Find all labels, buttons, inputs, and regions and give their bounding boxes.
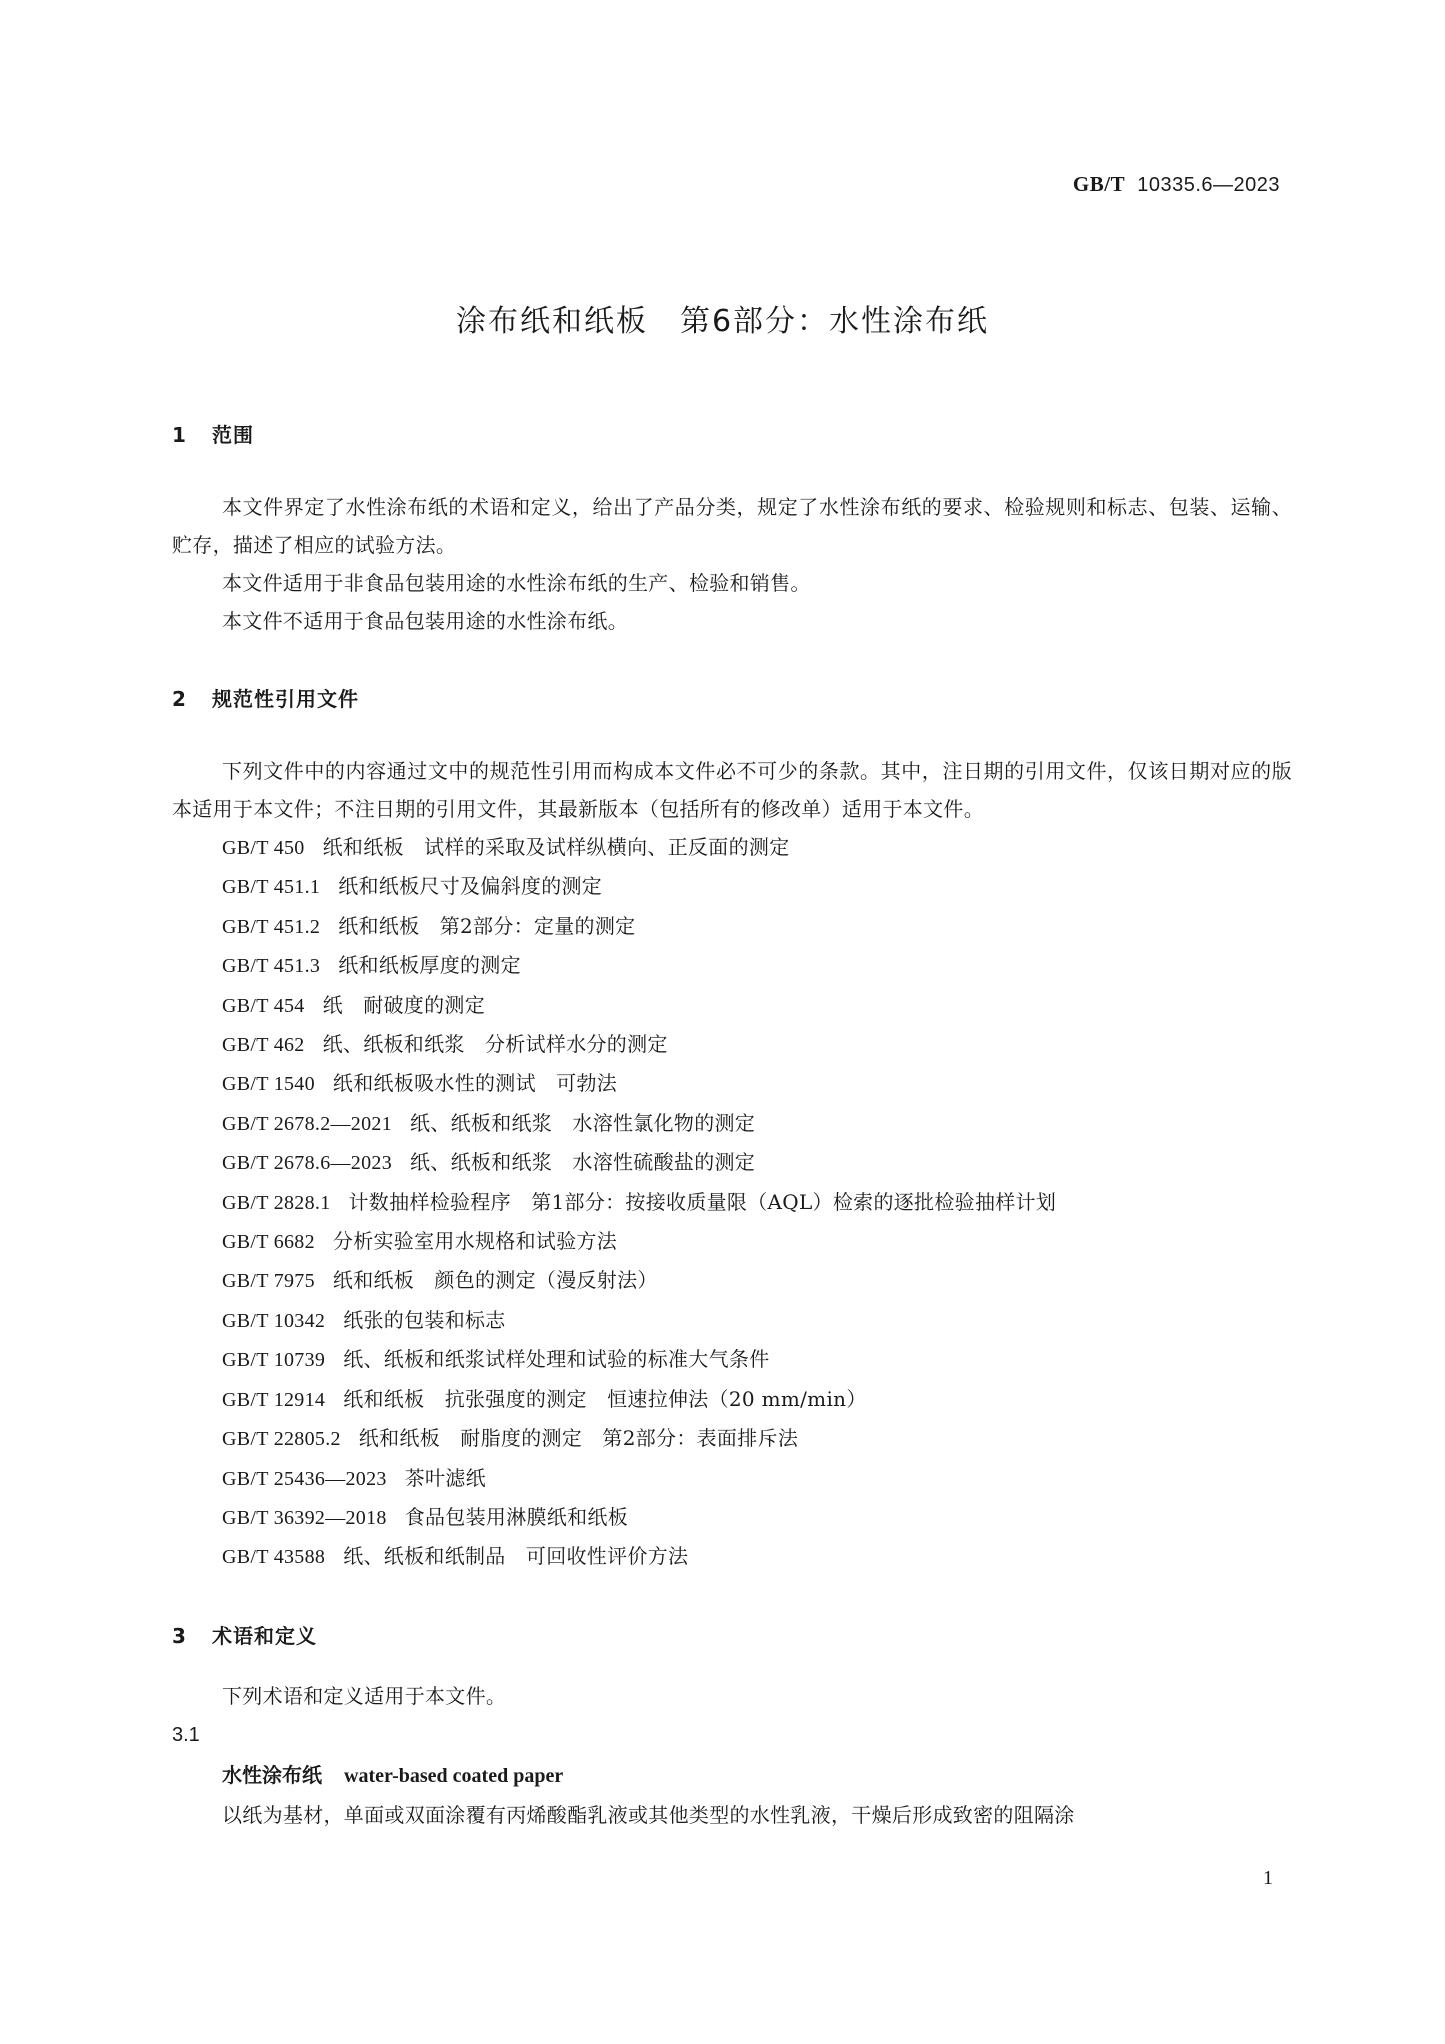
section-3-heading — [172, 1619, 1292, 1653]
reference-item — [172, 867, 1292, 906]
reference-item — [172, 1498, 1292, 1537]
term-name-english: water-based coated paper — [344, 1764, 564, 1787]
reference-item — [172, 1301, 1292, 1340]
reference-code: GB/T 2678.6—2023 — [222, 1152, 392, 1175]
reference-title: 食品包装用淋膜纸和纸板 — [404, 1504, 629, 1529]
reference-title: 纸和纸板 耐脂度的测定 第2部分：表面排斥法 — [358, 1426, 799, 1451]
document-title: 涂布纸和纸板 第6部分：水性涂布纸 — [455, 304, 990, 339]
reference-title: 分析实验室用水规格和试验方法 — [332, 1229, 618, 1254]
reference-code: GB/T 43588 — [222, 1546, 326, 1569]
reference-code: GB/T 2828.1 — [222, 1191, 331, 1214]
term-number: 3.1 — [172, 1723, 200, 1746]
section-title: 范围 — [212, 423, 254, 447]
standard-code-number: 10335.6—2023 — [1137, 174, 1280, 196]
reference-list — [172, 828, 1292, 1577]
reference-code: GB/T 451.3 — [222, 955, 321, 978]
reference-code: GB/T 1540 — [222, 1073, 315, 1096]
reference-item — [172, 986, 1292, 1025]
page-number: 1 — [1263, 1867, 1273, 1889]
standard-code — [1073, 172, 1280, 197]
reference-code: GB/T 22805.2 — [222, 1428, 341, 1451]
section-title: 规范性引用文件 — [212, 687, 359, 711]
reference-item — [172, 1183, 1292, 1222]
term-name-chinese: 水性涂布纸 — [222, 1762, 322, 1787]
scope-paragraph-1: 本文件界定了水性涂布纸的术语和定义，给出了产品分类，规定了水性涂布纸的要求、检验规则和标志、包装、运输、贮存，描述了相应的试验方法。 — [172, 495, 1292, 557]
document-body — [172, 418, 1292, 1834]
reference-code: GB/T 450 — [222, 837, 305, 859]
reference-item — [172, 1419, 1292, 1458]
reference-title: 纸、纸板和纸制品 可回收性评价方法 — [343, 1544, 689, 1569]
reference-item — [172, 1380, 1292, 1419]
reference-code: GB/T 7975 — [222, 1270, 315, 1293]
term-definition: 以纸为基材，单面或双面涂覆有丙烯酸酯乳液或其他类型的水性乳液，干燥后形成致密的阻隔涂 — [222, 1802, 1075, 1827]
reference-code: GB/T 25436—2023 — [222, 1467, 387, 1490]
reference-code: GB/T 10739 — [222, 1349, 326, 1372]
reference-title: 纸、纸板和纸浆 水溶性氯化物的测定 — [410, 1110, 756, 1135]
reference-item — [172, 1025, 1292, 1064]
reference-code: GB/T 451.2 — [222, 915, 321, 938]
reference-code: GB/T 2678.2—2021 — [222, 1112, 392, 1135]
reference-code: GB/T 12914 — [222, 1388, 326, 1411]
reference-title: 纸张的包装和标志 — [343, 1307, 506, 1332]
reference-title: 计数抽样检验程序 第1部分：按接收质量限（AQL）检索的逐批检验抽样计划 — [348, 1189, 1057, 1214]
section-number: 1 — [172, 423, 187, 447]
standard-code-prefix: GB/T — [1072, 172, 1126, 196]
reference-title: 茶叶滤纸 — [404, 1465, 486, 1490]
reference-item — [172, 1261, 1292, 1300]
reference-code: GB/T 6682 — [222, 1231, 315, 1254]
reference-item — [172, 946, 1292, 985]
term-name — [172, 1755, 1292, 1796]
reference-title: 纸和纸板 试样的采取及试样纵横向、正反面的测定 — [322, 835, 790, 859]
reference-title: 纸和纸板 颜色的测定（漫反射法） — [332, 1268, 658, 1293]
section-number: 3 — [172, 1623, 187, 1648]
reference-item — [172, 1340, 1292, 1379]
scope-paragraph-3: 本文件不适用于食品包装用途的水性涂布纸。 — [222, 609, 628, 633]
reference-title: 纸和纸板 抗张强度的测定 恒速拉伸法（20 mm/min） — [343, 1386, 867, 1411]
reference-item — [172, 907, 1292, 946]
section-number: 2 — [172, 687, 187, 711]
reference-code: GB/T 462 — [222, 1034, 305, 1057]
reference-item — [172, 1143, 1292, 1182]
reference-code: GB/T 36392—2018 — [222, 1506, 387, 1529]
reference-item — [172, 1459, 1292, 1498]
reference-title: 纸和纸板 第2部分：定量的测定 — [338, 913, 636, 938]
reference-title: 纸 耐破度的测定 — [322, 992, 486, 1017]
section-title: 术语和定义 — [212, 1623, 317, 1648]
reference-title: 纸、纸板和纸浆试样处理和试验的标准大气条件 — [343, 1347, 770, 1372]
reference-code: GB/T 10342 — [222, 1309, 326, 1332]
section-1-heading — [172, 418, 1292, 452]
reference-title: 纸、纸板和纸浆 水溶性硫酸盐的测定 — [410, 1150, 756, 1175]
reference-code: GB/T 454 — [222, 994, 305, 1017]
reference-item — [172, 1104, 1292, 1143]
reference-title: 纸和纸板尺寸及偏斜度的测定 — [338, 874, 603, 899]
reference-title: 纸和纸板厚度的测定 — [338, 953, 521, 978]
terms-intro: 下列术语和定义适用于本文件。 — [222, 1683, 507, 1708]
reference-title: 纸、纸板和纸浆 分析试样水分的测定 — [322, 1032, 668, 1057]
section-2-heading — [172, 682, 1292, 716]
reference-item — [172, 1222, 1292, 1261]
references-intro: 下列文件中的内容通过文中的规范性引用而构成本文件必不可少的条款。其中，注日期的引用文件，仅该日期对应的版本适用于本文件；不注日期的引用文件，其最新版本（包括所有的修改单）适用于本文件。 — [172, 759, 1292, 821]
reference-code: GB/T 451.1 — [222, 876, 321, 899]
reference-item — [172, 1064, 1292, 1103]
reference-title: 纸和纸板吸水性的测试 可勃法 — [332, 1071, 618, 1096]
scope-paragraph-2: 本文件适用于非食品包装用途的水性涂布纸的生产、检验和销售。 — [222, 571, 811, 595]
reference-item — [172, 1537, 1292, 1576]
reference-item — [172, 828, 1292, 867]
